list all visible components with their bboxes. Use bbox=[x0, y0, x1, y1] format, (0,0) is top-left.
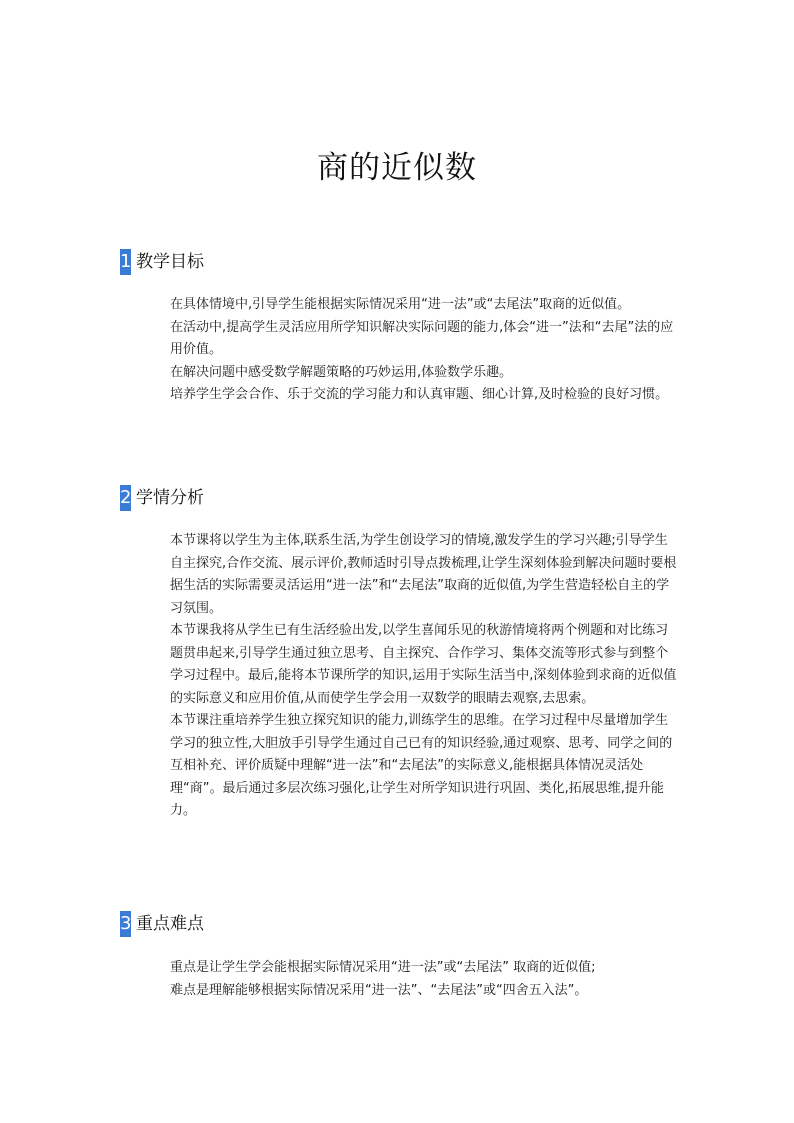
paragraph: 本节课将以学生为主体,联系生活,为学生创设学习的情境,激发学生的学习兴趣;引导学生自主探究,合作交流、展示评价,教师适时引导点拨梳理,让学生深刻体验到解决问题时要根据生活的实际需要灵活运用“进一法”和“去尾法”取商的近似值,为学生营造轻松自主的学习氛围。 bbox=[170, 533, 677, 616]
page-title: 商的近似数 bbox=[317, 150, 477, 186]
section-body-key-points bbox=[170, 957, 678, 1002]
section-label: 教学目标 bbox=[136, 252, 204, 272]
paragraph: 在活动中,提高学生灵活应用所学知识解决实际问题的能力,体会“进一”法和“去尾”法的应用价值。 bbox=[170, 319, 674, 357]
section-number-badge: 1 bbox=[120, 249, 131, 275]
section-label: 学情分析 bbox=[136, 488, 204, 508]
section-heading-key-points bbox=[120, 911, 204, 937]
paragraph: 在解决问题中感受数学解题策略的巧妙运用,体验数学乐趣。 bbox=[170, 364, 513, 380]
section-heading-student-analysis bbox=[120, 485, 204, 511]
section-body-teaching-goals bbox=[170, 294, 678, 407]
section-body-student-analysis bbox=[170, 530, 678, 823]
section-label: 重点难点 bbox=[136, 914, 204, 934]
section-number-badge: 2 bbox=[120, 485, 131, 511]
paragraph: 本节课注重培养学生独立探究知识的能力,训练学生的思维。在学习过程中尽量增加学生学习的独立性,大胆放手引导学生通过自己已有的知识经验,通过观察、思考、同学之间的互相补充、评价质疑中理解“进一法”和“去尾法”的实际意义,能根据具体情况灵活处理“商”。最后通过多层次练习强化,让学生对所学知识进行巩固、类化,拓展思维,提升能力。 bbox=[170, 713, 673, 818]
paragraph: 在具体情境中,引导学生能根据实际情况采用“进一法”或“去尾法”取商的近似值。 bbox=[170, 297, 631, 312]
paragraph: 培养学生学会合作、乐于交流的学习能力和认真审题、细心计算,及时检验的良好习惯。 bbox=[170, 387, 669, 402]
section-number-badge: 3 bbox=[120, 911, 131, 937]
paragraph: 重点是让学生学会能根据实际情况采用“进一法”或“去尾法” 取商的近似值; bbox=[170, 960, 596, 975]
paragraph: 难点是理解能够根据实际情况采用“进一法”、“去尾法”或“四舍五入法”。 bbox=[170, 982, 588, 998]
paragraph: 本节课我将从学生已有生活经验出发,以学生喜闻乐见的秋游情境将两个例题和对比练习题贯串起来,引导学生通过独立思考、自主探究、合作学习、集体交流等形式参与到整个学习过程中。最后,能将本节课所学的知识,运用于实际生活当中,深刻体验到求商的近似值的实际意义和应用价值,从而使学生学会用一双数学的眼睛去观察,去思索。 bbox=[170, 623, 677, 706]
section-heading-teaching-goals bbox=[120, 249, 204, 275]
